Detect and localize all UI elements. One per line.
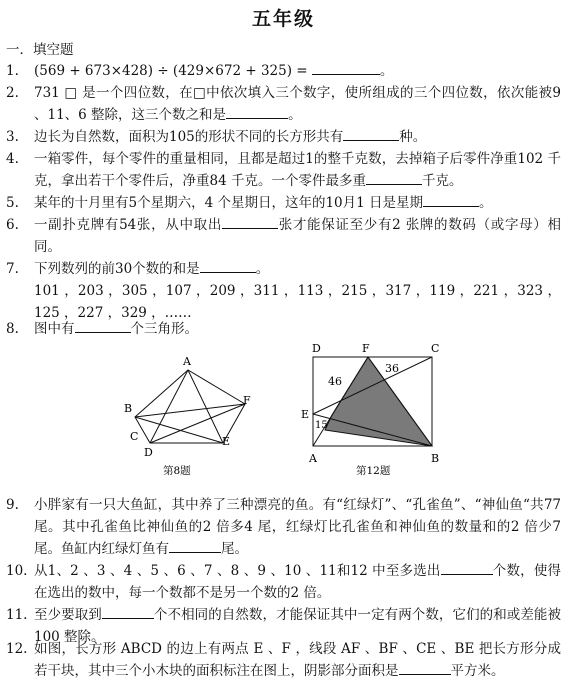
- question-8: [6, 318, 561, 340]
- label-d: D: [312, 342, 321, 355]
- answer-blank[interactable]: [226, 104, 288, 119]
- figure-12: [313, 357, 432, 446]
- question-10: [6, 560, 561, 604]
- question-text-end: 千克。: [421, 173, 463, 189]
- label-a: A: [309, 452, 317, 465]
- question-number: 5.: [6, 195, 19, 211]
- figure-8-caption: 第8题: [163, 465, 191, 477]
- question-4: [6, 148, 561, 192]
- question-number: 6.: [6, 217, 19, 233]
- label-b: B: [431, 452, 440, 465]
- area-label-15: 15: [315, 420, 328, 431]
- question-text: 图中有: [34, 321, 75, 337]
- question-text-end: 个数，使得在选出的数中，每一个数都不是另一个数的2 倍。: [34, 563, 562, 601]
- figure-8: [135, 370, 245, 443]
- label-a: A: [183, 355, 191, 368]
- answer-blank[interactable]: [200, 258, 256, 273]
- question-2: [6, 82, 561, 126]
- label-c: C: [130, 430, 139, 443]
- page-title: 五年级: [251, 8, 315, 30]
- question-number: 10.: [6, 563, 28, 579]
- area-label-46: 46: [328, 375, 342, 388]
- section-heading: 一．填空题: [6, 42, 74, 58]
- label-c: C: [431, 342, 440, 355]
- question-text: 下列数列的前30个数的和是: [34, 261, 200, 277]
- question-number: 9.: [6, 497, 19, 513]
- answer-blank[interactable]: [102, 604, 154, 619]
- question-number: 1.: [6, 63, 19, 79]
- label-f: F: [362, 342, 370, 355]
- question-12: [6, 638, 561, 682]
- question-text: 一副扑克牌有54张，从中取出: [34, 217, 223, 233]
- question-text-end: 。: [379, 63, 394, 79]
- question-text: 如图，长方形 ABCD 的边上有两点 E 、F ，线段 AF 、BF 、CE 、BE 把长方形分成若干块，其中三个小木块的面积标注在图上，阴影部分面积是: [34, 641, 561, 679]
- question-number: 4.: [6, 151, 19, 167]
- question-text: 一箱零件，每个零件的重量相同，且都是超过1的整千克数，去掉箱子后零件净重102 千克，拿出若干个零件后，净重84 千克。一个零件最多重: [34, 151, 561, 189]
- question-1: [6, 60, 561, 82]
- answer-blank[interactable]: [441, 560, 493, 575]
- question-text-end: 个三角形。: [130, 321, 198, 337]
- question-7: [6, 258, 561, 324]
- question-text: 至少要取到: [34, 607, 102, 623]
- number-sequence: 101 ，203 ，305 ，107 ，209 ，311 ，113 ，215 ，317 ，119 ，221 ，323 ，125 ，227 ，329 ，……: [34, 283, 561, 321]
- question-text-end: 。: [288, 107, 302, 123]
- question-number: 3.: [6, 129, 19, 145]
- area-label-36: 36: [385, 362, 399, 375]
- question-text: 某年的十月里有5个星期六，4 个星期日，这年的10月1 日是星期: [34, 195, 424, 211]
- answer-blank[interactable]: [423, 192, 479, 207]
- answer-blank[interactable]: [222, 214, 278, 229]
- question-number: 2.: [6, 85, 19, 101]
- label-e: E: [301, 408, 310, 421]
- question-text: 从1、2 、3 、4 、5 、6 、7 、8 、9 、10 、11和12 中至多选出: [34, 563, 441, 579]
- question-text: (569 + 673×428) ÷ (429×672 + 325) =: [34, 63, 312, 79]
- question-number: 7.: [6, 261, 19, 277]
- question-text-end: 种。: [399, 129, 427, 145]
- diagonal-ac: [150, 370, 188, 443]
- question-text-end: 张才能保证至少有2 张牌的数码（或字母）相同。: [34, 217, 561, 255]
- answer-blank[interactable]: [366, 170, 422, 185]
- question-number: 11.: [6, 607, 28, 623]
- question-3: [6, 126, 561, 148]
- answer-blank[interactable]: [399, 660, 451, 675]
- answer-blank[interactable]: [343, 126, 399, 141]
- label-f: F: [243, 394, 251, 407]
- question-text: 731 □ 是一个四位数，在□中依次填入三个数字，使所组成的三个四位数，依次能被9 、11、6 整除，这三个数之和是: [34, 85, 561, 123]
- question-9: [6, 494, 561, 560]
- question-text-end: 。: [479, 195, 493, 211]
- label-e: E: [222, 435, 231, 448]
- answer-blank[interactable]: [169, 538, 221, 553]
- question-text-end: 平方米。: [450, 663, 505, 679]
- question-text-end: 。: [255, 261, 270, 277]
- answer-blank[interactable]: [75, 318, 131, 333]
- question-5: [6, 192, 561, 214]
- figure-12-caption: 第12题: [356, 465, 391, 477]
- question-text-end: 个不相同的自然数，才能保证其中一定有两个数，它们的和或差能被100 整除。: [34, 607, 562, 645]
- question-text: 边长为自然数，面积为105的形状不同的长方形共有: [34, 129, 344, 145]
- question-number: 8.: [6, 321, 19, 337]
- question-number: 12.: [6, 641, 28, 657]
- question-text: 小胖家有一只大鱼缸，其中养了三种漂亮的鱼。有“红绿灯”、“孔雀鱼”、“神仙鱼“共77 尾。其中孔雀鱼比神仙鱼的2 倍多4 尾，红绿灯比孔雀鱼和神仙鱼的数量和的2 倍少7 尾。鱼缸内红绿灯鱼有: [34, 497, 561, 557]
- question-6: [6, 214, 561, 258]
- label-b: B: [124, 402, 133, 415]
- answer-blank[interactable]: [312, 60, 380, 75]
- label-d: D: [144, 446, 153, 459]
- figures: [0, 340, 567, 490]
- question-text-end: 尾。: [221, 541, 248, 557]
- pentagon-outline: [135, 370, 245, 443]
